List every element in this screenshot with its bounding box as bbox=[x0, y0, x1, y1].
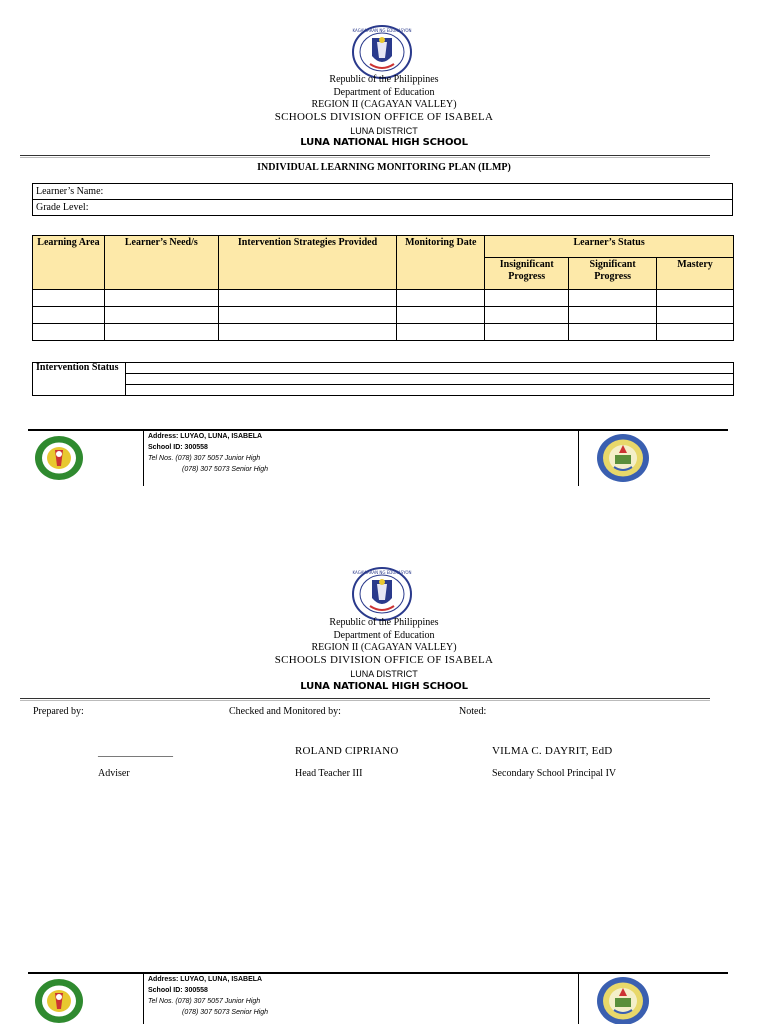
footer-address-block-2 bbox=[148, 974, 268, 1018]
footer-tel-junior-2: Tel Nos. (078) 307 5057 Junior High bbox=[148, 998, 261, 1005]
noter-role: Secondary School Principal IV bbox=[492, 768, 617, 779]
intervention-status-label: Intervention Status bbox=[33, 363, 126, 396]
table-cell[interactable] bbox=[657, 290, 734, 307]
header-monitoring-date: Monitoring Date bbox=[397, 236, 485, 290]
checker-role: Head Teacher III bbox=[295, 768, 363, 779]
footer-tel-senior: (078) 307 5073 Senior High bbox=[182, 466, 269, 473]
learner-name-field[interactable] bbox=[33, 184, 733, 200]
table-cell[interactable] bbox=[397, 324, 485, 341]
footer-address: Address: LUYAO, LUNA, ISABELA bbox=[148, 433, 263, 440]
table-cell[interactable] bbox=[485, 307, 569, 324]
grade-level-label: Grade Level: bbox=[36, 201, 89, 213]
intervention-status-table bbox=[32, 362, 734, 396]
school-name-2: LUNA NATIONAL HIGH SCHOOL bbox=[300, 681, 468, 692]
header-learners-status: Learner’s Status bbox=[485, 236, 734, 258]
table-cell[interactable] bbox=[104, 324, 218, 341]
noter-name: VILMA C. DAYRIT, EdD bbox=[492, 745, 613, 757]
table-cell[interactable] bbox=[104, 307, 218, 324]
table-cell[interactable] bbox=[218, 290, 397, 307]
lnhs-school-logo-2 bbox=[596, 976, 650, 1029]
intervention-line[interactable] bbox=[126, 374, 734, 385]
footer-tel-junior: Tel Nos. (078) 307 5057 Junior High bbox=[148, 455, 261, 462]
footer-separator-left bbox=[143, 430, 144, 486]
adviser-signature-line[interactable]: _______________ bbox=[98, 747, 173, 758]
header-divider-2 bbox=[20, 698, 710, 699]
learner-name-label: Learner’s Name: bbox=[36, 185, 104, 197]
country-line-2: Republic of the Philippines bbox=[329, 617, 439, 628]
region-line: REGION II (CAGAYAN VALLEY) bbox=[311, 99, 457, 110]
grade-level-field[interactable] bbox=[33, 200, 733, 216]
header-needs: Learner’s Need/s bbox=[104, 236, 218, 290]
header-insignificant: Insignificant Progress bbox=[485, 258, 569, 290]
checked-by-label: Checked and Monitored by: bbox=[229, 706, 341, 717]
monitoring-table bbox=[32, 235, 734, 341]
table-cell[interactable] bbox=[485, 290, 569, 307]
footer-divider-2 bbox=[28, 972, 728, 974]
noted-label: Noted: bbox=[459, 706, 487, 717]
table-cell[interactable] bbox=[657, 307, 734, 324]
header-strategies: Intervention Strategies Provided bbox=[218, 236, 397, 290]
table-cell[interactable] bbox=[218, 324, 397, 341]
table-cell[interactable] bbox=[33, 324, 105, 341]
header-divider bbox=[20, 155, 710, 156]
table-row bbox=[33, 290, 734, 307]
footer-divider bbox=[28, 429, 728, 431]
header-learning-area: Learning Area bbox=[33, 236, 105, 290]
footer-school-id: School ID: 300558 bbox=[148, 444, 208, 451]
footer-separator-right bbox=[578, 430, 579, 486]
header-significant: Significant Progress bbox=[569, 258, 657, 290]
department-line-2: Department of Education bbox=[333, 630, 435, 641]
footer-address-block bbox=[148, 431, 268, 475]
table-cell[interactable] bbox=[397, 290, 485, 307]
learner-info-table bbox=[32, 183, 733, 216]
deped-seal-logo bbox=[350, 24, 414, 80]
deped-round-logo bbox=[33, 434, 85, 487]
table-row bbox=[33, 324, 734, 341]
intervention-line[interactable] bbox=[126, 385, 734, 396]
adviser-role: Adviser bbox=[98, 768, 130, 779]
svg-text:KAGAWARAN NG EDUKASYON: KAGAWARAN NG EDUKASYON bbox=[352, 570, 412, 575]
prepared-by-label: Prepared by: bbox=[33, 706, 84, 717]
district-line: LUNA DISTRICT bbox=[350, 126, 418, 136]
division-line-2: SCHOOLS DIVISION OFFICE OF ISABELA bbox=[274, 654, 494, 666]
table-cell[interactable] bbox=[33, 307, 105, 324]
table-cell[interactable] bbox=[485, 324, 569, 341]
intervention-line[interactable] bbox=[126, 363, 734, 374]
table-cell[interactable] bbox=[657, 324, 734, 341]
deped-seal-logo-2 bbox=[350, 566, 414, 622]
table-cell[interactable] bbox=[569, 324, 657, 341]
header-divider-shadow-2 bbox=[20, 700, 710, 701]
table-cell[interactable] bbox=[104, 290, 218, 307]
form-title: INDIVIDUAL LEARNING MONITORING PLAN (ILMP) bbox=[257, 162, 511, 173]
header-divider-shadow bbox=[20, 157, 710, 158]
table-cell[interactable] bbox=[218, 307, 397, 324]
district-line-2: LUNA DISTRICT bbox=[350, 669, 418, 679]
table-cell[interactable] bbox=[569, 290, 657, 307]
lnhs-school-logo bbox=[596, 433, 650, 488]
footer-separator-right-2 bbox=[578, 973, 579, 1024]
deped-round-logo-2 bbox=[33, 977, 85, 1029]
school-name: LUNA NATIONAL HIGH SCHOOL bbox=[300, 137, 468, 148]
footer-school-id-2: School ID: 300558 bbox=[148, 987, 208, 994]
division-line: SCHOOLS DIVISION OFFICE OF ISABELA bbox=[274, 111, 494, 123]
footer-separator-left-2 bbox=[143, 973, 144, 1024]
table-cell[interactable] bbox=[33, 290, 105, 307]
department-line: Department of Education bbox=[333, 87, 435, 98]
header-mastery: Mastery bbox=[657, 258, 734, 290]
table-row bbox=[33, 307, 734, 324]
checker-name: ROLAND CIPRIANO bbox=[295, 745, 399, 757]
footer-address-2: Address: LUYAO, LUNA, ISABELA bbox=[148, 976, 263, 983]
table-cell[interactable] bbox=[397, 307, 485, 324]
country-line: Republic of the Philippines bbox=[329, 74, 439, 85]
svg-text:KAGAWARAN NG EDUKASYON: KAGAWARAN NG EDUKASYON bbox=[352, 28, 412, 33]
table-cell[interactable] bbox=[569, 307, 657, 324]
footer-tel-senior-2: (078) 307 5073 Senior High bbox=[182, 1009, 269, 1016]
region-line-2: REGION II (CAGAYAN VALLEY) bbox=[311, 642, 457, 653]
